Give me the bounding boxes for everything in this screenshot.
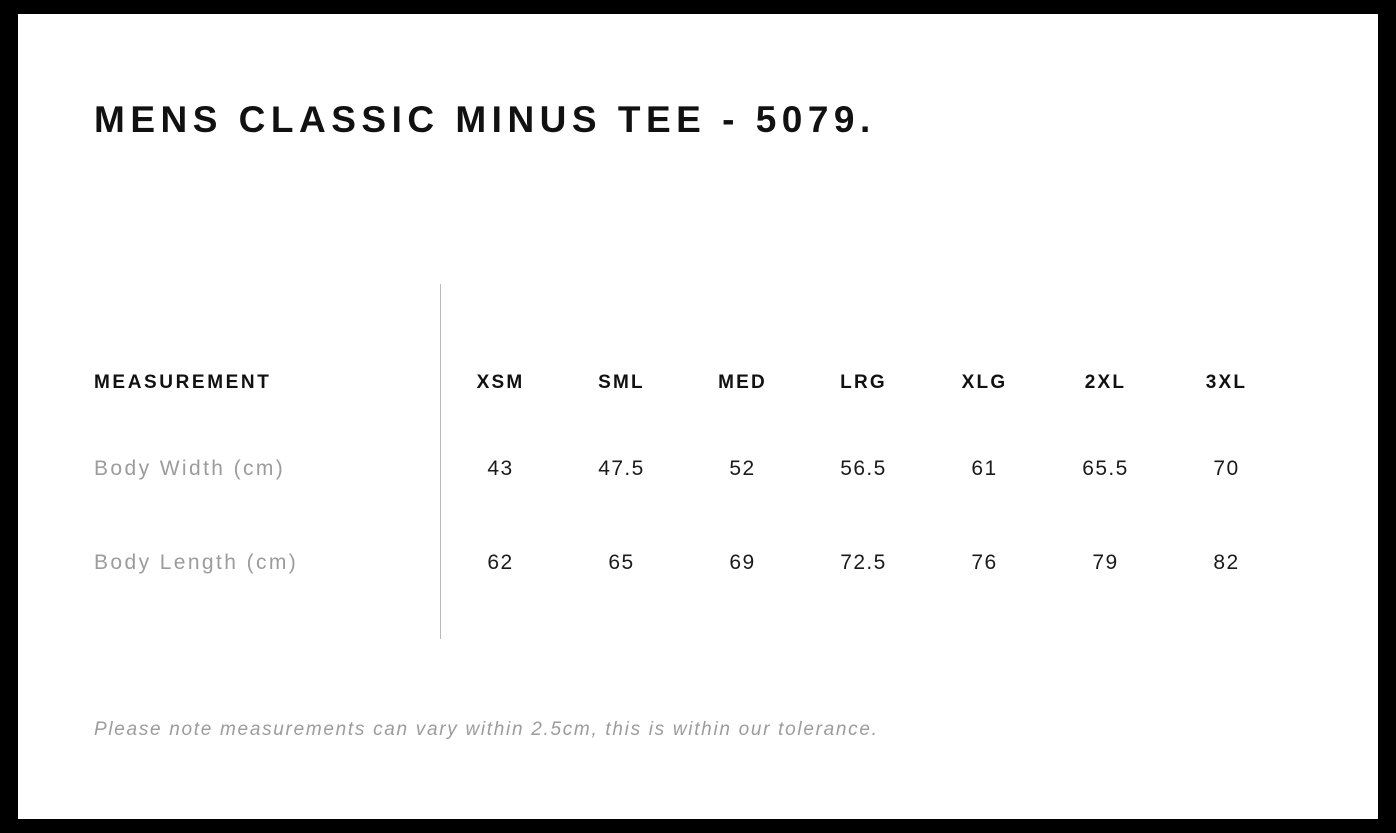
cell-body-length-med: 69: [729, 551, 756, 574]
column-header-xlg: XLG: [961, 372, 1008, 393]
table-header-row: [94, 344, 1287, 422]
column-header-measurement: MEASUREMENT: [94, 372, 272, 393]
cell-body-width-2xl: 65.5: [1082, 457, 1129, 480]
cell-body-width-xlg: 61: [971, 457, 998, 480]
column-header-lrg: LRG: [840, 372, 887, 393]
cell-body-width-xsm: 43: [487, 457, 514, 480]
size-chart-sheet: [18, 14, 1378, 819]
column-header-xsm: XSM: [476, 372, 525, 393]
cell-body-length-xlg: 76: [971, 551, 998, 574]
cell-body-length-3xl: 82: [1213, 551, 1240, 574]
size-table-container: [18, 14, 1378, 819]
cell-body-width-med: 52: [729, 457, 756, 480]
cell-body-length-lrg: 72.5: [840, 551, 887, 574]
table-row: [94, 516, 1287, 610]
tolerance-note: Please note measurements can vary within 2.5cm, this is within our tolerance.: [94, 719, 879, 740]
column-header-sml: SML: [598, 372, 645, 393]
column-header-med: MED: [718, 372, 767, 393]
cell-body-length-xsm: 62: [487, 551, 514, 574]
cell-body-width-sml: 47.5: [598, 457, 645, 480]
cell-body-width-3xl: 70: [1213, 457, 1240, 480]
cell-body-width-lrg: 56.5: [840, 457, 887, 480]
column-header-3xl: 3XL: [1205, 372, 1248, 393]
size-table: [94, 344, 1287, 610]
column-header-2xl: 2XL: [1084, 372, 1127, 393]
cell-body-length-sml: 65: [608, 551, 635, 574]
row-label-body-width: Body Width (cm): [94, 457, 286, 480]
row-label-body-length: Body Length (cm): [94, 551, 299, 574]
table-row: [94, 422, 1287, 516]
page-title: MENS CLASSIC MINUS TEE - 5079.: [94, 99, 876, 140]
cell-body-length-2xl: 79: [1092, 551, 1119, 574]
